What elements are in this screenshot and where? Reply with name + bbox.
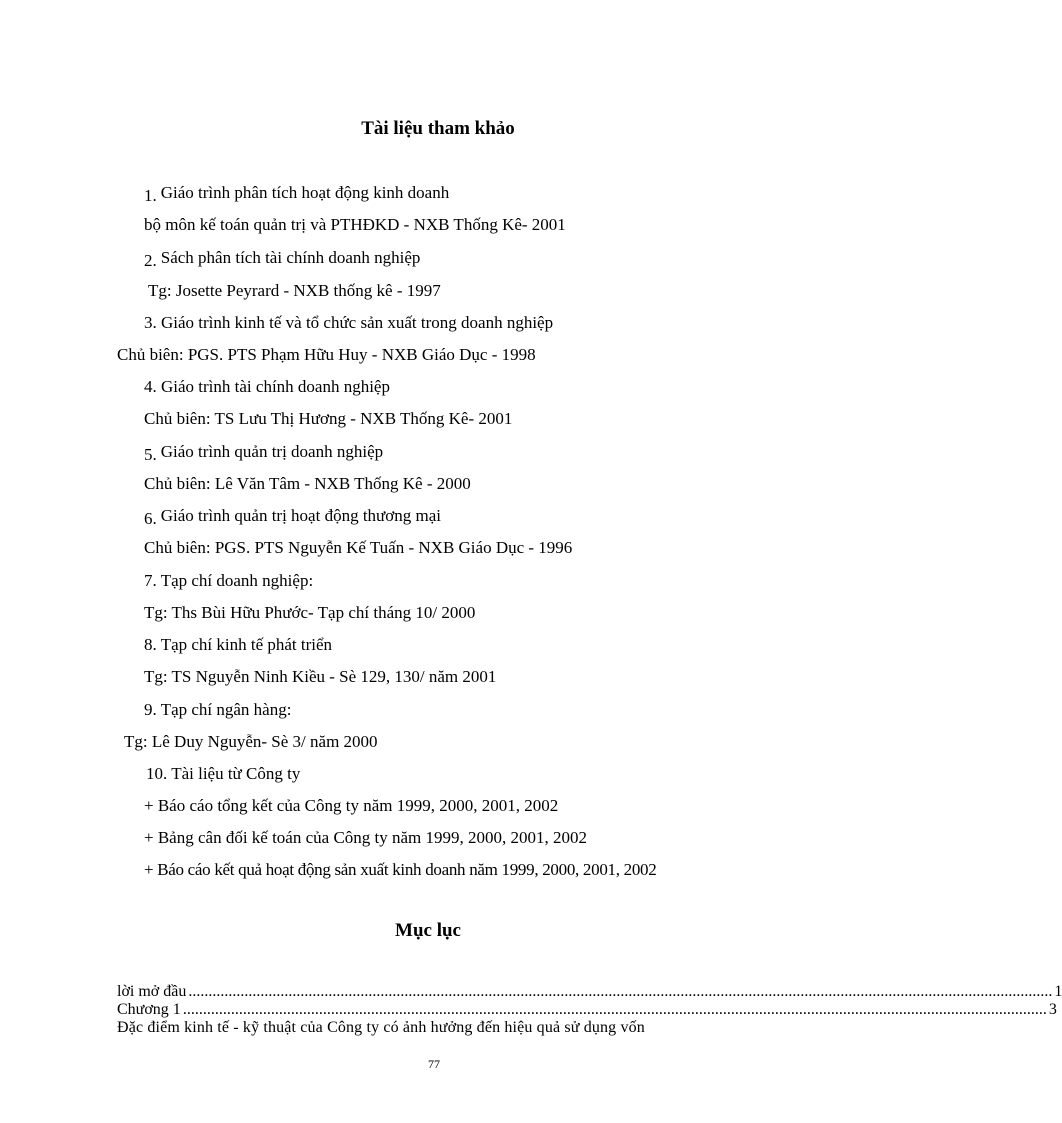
toc-leader-dots: ........................................................................................................................................................................................................................	[182, 1001, 1047, 1018]
reference-text: Sách phân tích tài chính doanh nghiệp	[160, 248, 421, 267]
reference-text: Giáo trình quản trị doanh nghiệp	[160, 442, 384, 461]
toc-row[interactable]	[117, 1001, 1057, 1019]
toc-row[interactable]	[117, 983, 1062, 1001]
reference-line-3	[144, 248, 420, 271]
reference-number: 6.	[144, 509, 157, 528]
toc-label: Chương 1	[117, 1001, 181, 1018]
toc-continuation: Đặc điểm kinh tế - kỹ thuật của Công ty có ảnh hưởng đến hiệu quả sử dụng vốn	[117, 1019, 645, 1036]
reference-number: 5.	[144, 445, 157, 464]
reference-number: 1.	[144, 186, 157, 205]
reference-line-9	[144, 442, 383, 465]
reference-line-6: Chủ biên: PGS. PTS Phạm Hữu Huy - NXB Giáo Dục - 1998	[117, 345, 536, 364]
reference-text: Giáo trình quản trị hoạt động thương mại	[160, 506, 441, 525]
toc-page: 3	[1048, 1001, 1057, 1018]
reference-line-13: 7. Tạp chí doanh nghiệp:	[144, 571, 314, 590]
toc-leader-dots: ........................................................................................................................................................................................................................	[188, 983, 1053, 1000]
reference-number: 2.	[144, 251, 157, 270]
reference-line-18: Tg: Lê Duy Nguyễn- Sè 3/ năm 2000	[124, 732, 378, 751]
reference-line-5: 3. Giáo trình kinh tế và tổ chức sản xuất trong doanh nghiệp	[144, 313, 554, 332]
reference-line-1	[144, 183, 449, 206]
references-title: Tài liệu tham khảo	[361, 118, 515, 139]
reference-line-20: + Báo cáo tổng kết của Công ty năm 1999, 2000, 2001, 2002	[144, 796, 559, 815]
toc-title: Mục lục	[395, 920, 461, 941]
reference-line-16: Tg: TS Nguyễn Ninh Kiều - Sè 129, 130/ năm 2001	[144, 667, 497, 686]
reference-line-14: Tg: Ths Bùi Hữu Phước- Tạp chí tháng 10/ 2000	[144, 603, 476, 622]
reference-line-21: + Bảng cân đối kế toán của Công ty năm 1999, 2000, 2001, 2002	[144, 828, 588, 847]
reference-line-2: bộ môn kế toán quản trị và PTHĐKD - NXB Thống Kê- 2001	[144, 215, 566, 234]
page-number: 77	[428, 1057, 440, 1071]
reference-line-17: 9. Tạp chí ngân hàng:	[144, 700, 292, 719]
reference-line-11	[144, 506, 441, 529]
reference-line-22: + Báo cáo kết quả hoạt động sản xuất kinh doanh năm 1999, 2000, 2001, 2002	[144, 860, 657, 879]
toc-page: 1	[1054, 983, 1062, 1000]
reference-line-19: 10. Tài liệu từ Công ty	[146, 764, 301, 783]
reference-line-4: Tg: Josette Peyrard - NXB thống kê - 1997	[148, 281, 441, 300]
reference-line-8: Chủ biên: TS Lưu Thị Hương - NXB Thống Kê- 2001	[144, 409, 513, 428]
reference-line-12: Chủ biên: PGS. PTS Nguyễn Kế Tuấn - NXB Giáo Dục - 1996	[144, 538, 573, 557]
toc-list	[117, 983, 1062, 1037]
toc-label: lời mở đầu	[117, 983, 187, 1000]
reference-text: Giáo trình phân tích hoạt động kinh doanh	[160, 183, 450, 202]
reference-line-15: 8. Tạp chí kinh tế phát triển	[144, 635, 333, 654]
reference-line-7: 4. Giáo trình tài chính doanh nghiệp	[144, 377, 390, 396]
reference-line-10: Chủ biên: Lê Văn Tâm - NXB Thống Kê - 2000	[144, 474, 471, 493]
